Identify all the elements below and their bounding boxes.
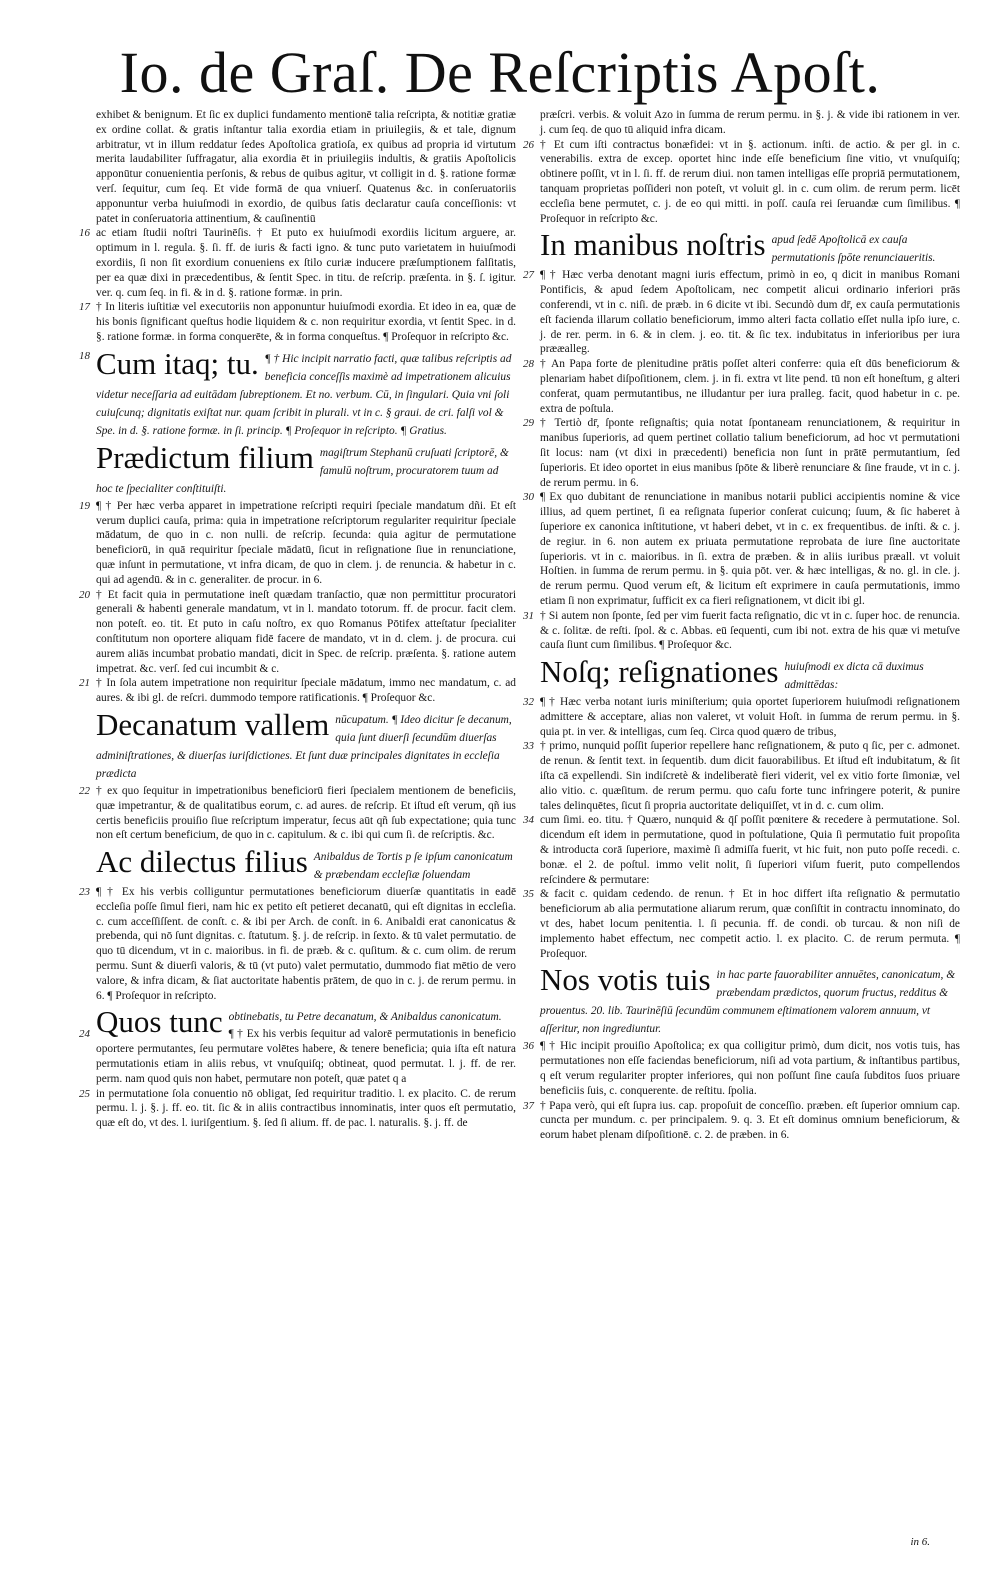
marginal-number: 25 <box>79 1087 90 1100</box>
running-header: Io. de Graſ. De Reſcriptis Apoſt. <box>119 40 881 105</box>
paragraph: ¶ Ex quo dubitant de renunciatione in manibus notarii publici accipientis nomine & vice illius, ad quem pertinet, ſi ea reſignata ſuperior conſerat cuicunq; ſuum, & ſic haberet à ſuperiore ex canonica inſtitutione, vt haberi debet, vt in c. ex frequentibus. de inſti. & c. j. de regiur. in 6. non autem ex priuata permutatione reprobata de iure ſine auctoritate ſuperioris. vt in c. maioribus. in ſi. extra de præben. & in aliis iuribus præall. vt voluit Hoſtien. in ſumma de rerum permu. in §. quia pōt. ver. & hæc intelligas, & no. gl. in cle. j. de rerum permu. Quod verum eſt, & licitum eſt exprimere in cauſa permutationis, immo etiam ſi non exprimatur, ſufficit ex ca fieri reſignationem, vt dicit ibi gl. <box>540 491 960 607</box>
left-column <box>79 108 516 1131</box>
paragraph: † Et facit quia in permutatione ineſt quædam tranſactio, quæ non permittitur procuratori generali & habenti generale mandatum, vt in l. mandato totorum. ff. de procur. facit clem. non poteſt. eo. tit. Et puto in caſu noſtro, ex quo Romanus Pōtifex atteſtatur ſpecialiter conſtitutum non oportere aliquam fidē facere de mandato, vt in d. clem. j. de procura. cui aurem aliās incumbat probatio mandati, dicit in Spec. de reſcrip. præſenta. §. ratione autem impetrat. &c. verſ. ſed cui incumbit & c. <box>96 588 516 675</box>
paragraph: † Si autem non ſponte, ſed per vim fuerit facta reſignatio, dic vt in c. ſuper hoc. de renuncia. & c. ſolitæ. de reſti. ſpol. & c. Abbas. eū ſequenti, cum ibi not. extra de his quæ vi metuſve cauſa ſiunt cum ſimilibus. ¶ Proſequor &c. <box>540 609 960 652</box>
marginal-number: 27 <box>523 269 534 282</box>
paragraph: in permutatione ſola conuentio nō obligat, ſed requiritur traditio. l. ex placito. C. de rerum permu. l. j. §. j. ff. eo. tit. ſic & in aliis contractibus innominatis, inter quos eſt permutatio, quæ eſt do, vt des. l. iuriſgentium. §. ſed ſi alium. ff. de pac. l. naturalis. §. j. ff. de <box>96 1087 516 1130</box>
lemma-heading: Quos tunc <box>96 1004 223 1040</box>
paragraph: † Papa verò, qui eſt ſupra ius. cap. propoſuit de conceſſio. præben. eſt ſuperior omnium cap. cuncta per mundum. c. per principalem. 9. q. 3. Et eſt dominus omnium beneficiorum, & eorum habet plenam diſpoſitionē. c. 2. de præben. in 6. <box>540 1099 960 1142</box>
paragraph: † In literis iuſtitiæ vel executoriis non apponuntur huiuſmodi exordia. Et ideo in ea, quæ de his bonis ſignificant queſtus hodie liquidem & c. non requiritur exordia, vt ſentit Spec. in d. §. ratione formæ. in forma conquerēte, & in forma conqueſtus. ¶ Proſequor in reſcripto &c. <box>96 301 516 343</box>
marginal-number: 28 <box>523 358 534 371</box>
lemma <box>96 844 516 883</box>
lemma <box>79 345 516 439</box>
lemma-heading: Nos votis tuis <box>540 962 711 998</box>
marginal-number: 37 <box>523 1099 534 1112</box>
lemma <box>540 962 960 1037</box>
lemma <box>96 1004 516 1040</box>
paragraph: ac etiam ſtudii noſtri Taurinēſis. † Et puto ex huiuſmodi exordiis licitum arguere, ar. optimum in l. regula. §. ſi. ff. de iuris & facti igno. & tunc puto varietatem in huiuſmodi exordiis, ſi non ſit exordium conueniens ex ſtilo curiæ inducere præſumptionem falſitatis, per ea quæ dixi in præcedentibus, & ſentit Spec. in titu. de reſcrip. præſenta. in §. ſ. igitur. ver. q. cum ſeq. in fi. & in d. §. ratione formæ. in prin. <box>96 227 516 299</box>
paragraph: ¶ † Ex his verbis ſequitur ad valorē permutationis in beneficio oportere permutantes, ſeu permutare volētes habere, & tenere beneficia; quia iſta eſt natura permutationis etiam in aliis rebus, vt vnuſquiſq; obtineat, quod permutat. l. j. ff. de rer. perm. nam quod quis non habet, permutare non poteſt, quæ patet q a <box>96 1028 516 1085</box>
lemma-text: nūcupatum. ¶ Ideo dicitur ſe decanum, quia ſunt diuerſi ſecundūm diuerſas adminiſtrationes, & diuerſas iuriſdictiones. Et ſunt duæ principales dignitates in eccleſia prædicta <box>96 713 512 780</box>
marginal-number: 26 <box>523 138 534 151</box>
lemma-text: Anibaldus de Tortis p ſe ipſum canonicatum & præbendam eccleſiæ ſoluendam <box>313 851 513 882</box>
catchword: in 6. <box>910 1536 930 1548</box>
lemma-text: magiſtrum Stephanū cruſuati ſcriptorē, & famulū noſtrum, procuratorem tuum ad hoc te ſpecialiter conſtituiſti. <box>96 446 509 495</box>
marginal-number: 22 <box>79 784 90 797</box>
paragraph: ¶ † Ex his verbis colliguntur permutationes beneficiorum diuerſæ quantitatis in eadē eccleſia poſſe ſimul fieri, nam hic ex petito eſt petieret decanatū, qui eſt dignitas in eccleſia. c. cum acceſſiſſent. de conſt. c. & ibi per Arch. de conſt. in 6. Anibaldi erat canonicatus & prebenda, qui nō ſunt dignitas. c. ſtatutum. §. j. de reſcrip. in ſexto. & tū valet permutatio. de quo tū dicendum, vt in c. maioribus. in fi. de præb. & c. quſitum. & c. cum olim. de rerum permu. Sunt & diuerſi valoris, & tū (vt puto) valet permutatio, dummodo fiat mētio de vero valore, & infra dicam, & ſiat auctoritate habentis prātem, de quo in c. j. de rerum permu. in 6. ¶ Proſequor in reſcripto. <box>96 886 516 1002</box>
paragraph: cum ſimi. eo. titu. † Quæro, nunquid & q̄ſ poſſit pœnitere & recedere à permutatione. Sol. dicendum eſt idem in permutatione, quod in poſtulatione, Quia ſi permutatio fuit propoſita & introducta corā ſuperiore, maximè ſi admiſſa fuerit, vt hic fuit, non puto poſſe recedi. c. bonæ. el 2. de poſtul. immo velit nolit, ſi ſuperiori viſum fuerit, puto compellendos reſcindere & permutare: <box>540 814 960 886</box>
paragraph: ¶ † Hæc verba denotant magni iuris effectum, primò in eo, q dicit in manibus Romani Pontificis, & apud ſedem Apoſtolicam, nec competit alicui ordinario inferiori prās conferendi, vt in c. niſi. de præb. in 6 dicite vt ibi. Secundò dum dr̄, ex cauſa permutationis eſt facienda illarum collatio beneficiorum, immo alteri facta collatio eſſet nulla ipſo iure, c. j. de rer. perm. in 6. & in clem. j. eo. tit. & ſic tex. indubitatus in inferioribus per iura prææalleg. <box>540 269 960 356</box>
lemma-heading: In manibus noſtris <box>540 227 766 263</box>
marginal-number: 16 <box>79 227 90 240</box>
lemma-heading: Cum itaq; tu. <box>96 345 259 381</box>
lemma-heading: Decanatum vallem <box>96 706 330 742</box>
marginal-number: 31 <box>523 609 534 622</box>
lemma-heading: Prædictum filium <box>96 439 314 475</box>
lemma-heading: Ac dilectus filius <box>96 844 308 880</box>
paragraph: ¶ † Hic incipit prouiſio Apoſtolica; ex qua colligitur primò, dum dicit, nos votis tuis, has permutationes non eſſe faciendas beneficiorum, niſi ad vota partium, & inſtantibus partibus, q eſt verum regulariter propter inferiores, qui non poſſunt ſine cauſa ſubditos ſuos priuare beneficiis ſuis, c. conquerente. de reſtitu. ſpolia. <box>540 1040 960 1097</box>
lemma <box>96 706 516 782</box>
lemma <box>96 439 516 497</box>
marginal-number: 30 <box>523 491 534 504</box>
paragraph: & facit c. quidam cedendo. de renun. † Et in hoc differt iſta reſignatio & permutatio beneficiorum ab alia permutatione aliarum rerum, quæ conſiſtit in contractu innominato, do vt des, habet locum penitentia. l. ſi pecunia. ff. de condi. ob turcau. & non niſi de implemento habet effectum, nec competit actio. l. ex placito. C. de rerum permuta. ¶ Proſequor. <box>540 888 960 960</box>
marginal-number: 35 <box>523 888 534 901</box>
paragraph: † ex quo ſequitur in impetrationibus beneficiorū fieri ſpecialem mentionem de beneficiis, quæ impetrantur, & de qualitatibus eorum, c. ad aures. de reſcrip. Et iſtud eſt verum, qñ ius certis beneficiis prouiſio ſiue reſcriptum imperatur, ſecus aūt qñ ſub expectatione; quia tunc non eſt certum beneficium, de quo in c. capitulum. & c. ibi qui cum ſi. de reſcriptis. &c. <box>96 784 516 842</box>
marginal-number: 24 <box>79 1028 90 1041</box>
marginal-number: 36 <box>523 1040 534 1053</box>
marginal-number: 34 <box>523 814 534 827</box>
paragraph: † Et cum iſti contractus bonæfidei: vt in §. actionum. inſti. de actio. & per gl. in c. venerabilis. extra de excep. oportet hinc inde eſſe beneficium ſine vitio, vt vnuſquiſq; obtinere poſſit, vt in l. ſi. ff. de rerum diui. non tamen intelligas eſſe propriā permutationem, tanquam proprietas poſſideri non poteſt, vt voluit gl. in c. cum olim. de rerum perm. licēt eccleſia bene permutet, c. j. de eo qui mitti. in poſſ. cauſa rei ſeruandæ cum ſimilibus. ¶ Proſequor in reſcripto &c. <box>540 138 960 225</box>
paragraph-intro: præſcri. verbis. & voluit Azo in ſumma de rerum permu. in §. j. & vide ibi rationem in ver. j. cum ſeq. de quo tū aliquid infra dicam. <box>540 109 960 136</box>
marginal-number: 17 <box>79 301 90 314</box>
right-column <box>523 108 960 1143</box>
marginal-number: 21 <box>79 677 90 690</box>
lemma-text: apud ſedē Apoſtolicā ex cauſa permutationis ſpōte renunciaueritis. <box>771 234 936 265</box>
paragraph: ¶ † Per hæc verba apparet in impetratione reſcripti requiri ſpeciale mandatum dñi. Et eſt verum duplici cauſa, prima: quia in impetratione reſcriptorum regulariter requiritur ſpeciale mādatum, de quo in c. non nulli. de reſcrip. ſecunda: quia agitur de permutatione beneficiorū, in quā requiritur ſpeciale mādatū, ſicut in reſignatione ſiue in renunciatione, quæ inſunt in permutatione, vt infra dicam, de quo in clem. j. de renuncia. & habetur in c. qui ad agendū. & in c. generaliter. de procur. in 6. <box>96 499 516 586</box>
lemma-text: obtinebatis, tu Petre decanatum, & Anibaldus canonicatum. <box>228 1011 502 1024</box>
paragraph-intro: exhibet & benignum. Et ſic ex duplici fundamento mentionē talia reſcripta, & notitiæ gratiæ ex ordine collat. & gratis inſtantur talia exordia etiam in priuilegiis, & et tale, dignum arbitratur, vt in illum reddatur ſedes Apoſtolica gratioſa, ex quibus ad propria id virtutum merita laudabiliter ſuffragatur, alia exordia ēt in priuilegiis indultis, & gratiis Apoſtolicis apponūtur conuenientia perſonis, & rebus de quibus agitur, vt colligit in d. §. ratione formæ verſ. ſequitur, cum ſeq. Et vide formā de qua vniuerſ. Quatenus &c. in conſeruatoriis apponuntur verba huiuſmodi in exordio, de quibus ſatis declaratur cauſa conceſſionis: vt patet in conſeruatoria attinentium, & cauſinentiū <box>96 109 516 225</box>
marginal-number: 19 <box>79 499 90 512</box>
lemma-heading: Noſq; reſignationes <box>540 654 779 690</box>
paragraph: ¶ † Hæc verba notant iuris miniſterium; quia oportet ſuperiorem huiuſmodi reſignationem admittere & acceptare, alias non valeret, vt voluit Hoſt. in ſumma de rerum permu. in §. quia pt. in ver. & intelligas, cum ſeq. Circa quod quæro de tribus, <box>540 696 960 738</box>
marginal-number: 32 <box>523 696 534 709</box>
lemma-text: in hac parte fauorabiliter annuētes, canonicatum, & præbendam prædictos, quorum fructus, redditus & prouentus. 20. lib. Taurinēſiū ſecundūm communem eſtimationem valorem annuum, vt aſſeritur, non ingrediuntur. <box>540 969 956 1036</box>
marginal-number: 18 <box>79 349 90 362</box>
paragraph: † Tertiò dr̄, ſponte reſignaſtis; quia notat ſpontaneam renunciationem, & requiritur in manibus ſuperioris, ad quem pertinet collatio talium beneficiorum, ad hoc vt permutationi ſit locus: nam (vt dixi in præcedenti) beneficia non ſunt in prātē permutantium, ſed ſuperioris. Et ideo oportet in eius manibus ſpōte & liberè renunciare & ſine fraude, vt in c. j. de rerum permu. in 6. <box>540 417 960 489</box>
lemma-text: ¶ † Hic incipit narratio facti, quæ talibus reſcriptis ad beneficia conceſſis maximè ad impetrationem alicuius videtur neceſſaria ad euitādam ſubreptionem. Et no. verbum. Cū, in ſingulari. Quia vni ſoli cuiuſcunq; dignitatis exiſtat nur. quam ſcribit in plurali. vt in c. § graui. de cri. falſi vol & Spe. in d. §. ratione formæ. in ſi. princip. ¶ Proſequor in reſcripto. ¶ Gratius. <box>96 352 512 437</box>
marginal-number: 29 <box>523 417 534 430</box>
lemma <box>540 654 960 693</box>
lemma-text: huiuſmodi ex dicta cā duximus admittēdas: <box>784 661 924 692</box>
marginal-number: 20 <box>79 588 90 601</box>
paragraph: † In ſola autem impetratione non requiritur ſpeciale mādatum, immo nec mandatum, c. ad aures. & ibi gl. de reſcri. dummodo tempore ratificationis. ¶ Proſequor &c. <box>96 677 516 705</box>
marginal-number: 33 <box>523 740 534 753</box>
paragraph: † primo, nunquid poſſit ſuperior repellere hanc reſignationem, & puto q ſic, per c. admonet. de renun. & ſentit text. in ſequentib. dum dicit fauorabilibus. Et iſtud eſt indubitatum, & ſit iſta cā expellendi. Sin indiſcretè & indeliberatè fieri viderit, vel ex vitio forte ſimoniæ, vel alio vitio. c. quæſitum. de rerum permu. quo caſu forte tunc infringere poterit, & punire tales delinquētes, ſicut ſi propria auctoritate deliquiſſet, vt in d. c. cum olim. <box>540 740 960 812</box>
lemma <box>540 227 960 266</box>
marginal-number: 23 <box>79 886 90 899</box>
paragraph: † An Papa forte de plenitudine prātis poſſet alteri conferre: quia eſt dūs beneficiorum & plenariam habet diſpoſitionem, clem. j. in fi. extra vt lite pend. tū non eſt honeſtum, g alteri conferat, quam permutantibus, ne illudantur per iura pralleg. facit, quod habetur in c. pe. extra de poſtula. <box>540 358 960 415</box>
